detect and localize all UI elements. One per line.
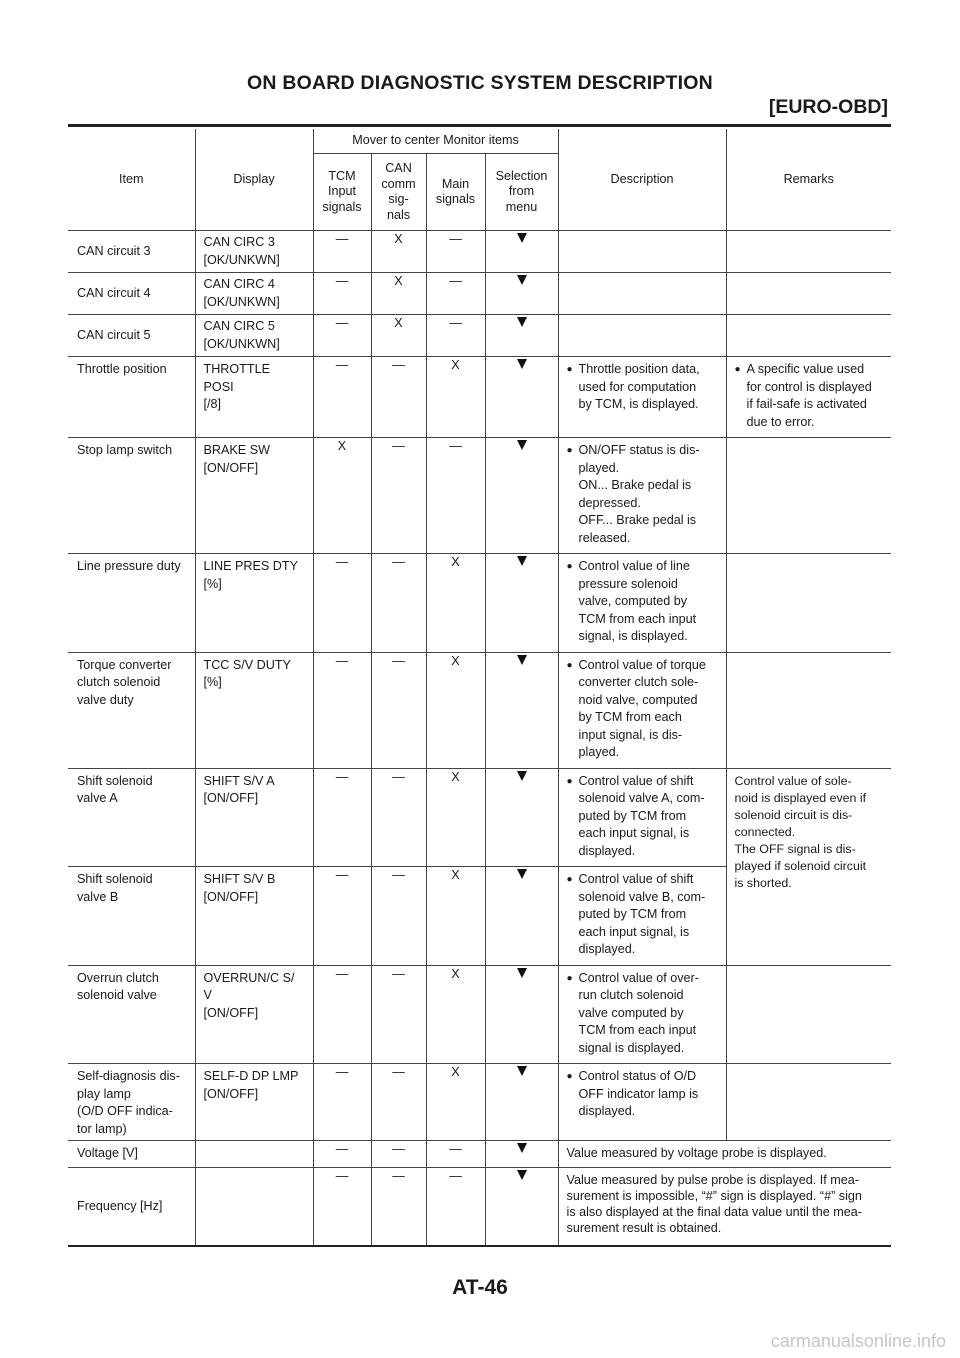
cell-display: SHIFT S/V A [ON/OFF] — [195, 768, 313, 867]
header-main-signals: Main signals — [426, 154, 485, 231]
cell-tcm: X — [313, 438, 371, 554]
cell-tcm: — — [313, 315, 371, 357]
monitor-items-table — [68, 129, 891, 1247]
cell-remarks — [726, 554, 891, 653]
cell-main: — — [426, 273, 485, 315]
cell-main: — — [426, 1168, 485, 1246]
cell-remarks — [726, 273, 891, 315]
cell-main: X — [426, 965, 485, 1064]
bullet-icon: ● — [566, 874, 573, 885]
cell-remarks — [726, 652, 891, 768]
down-triangle-icon — [517, 317, 527, 327]
cell-main: X — [426, 652, 485, 768]
cell-selection — [485, 438, 558, 554]
cell-selection — [485, 1141, 558, 1168]
cell-display: SHIFT S/V B [ON/OFF] — [195, 867, 313, 966]
down-triangle-icon — [517, 1170, 527, 1180]
cell-description: Value measured by voltage probe is displayed. — [558, 1141, 891, 1168]
table-row — [68, 357, 891, 438]
description-text: Control value of shift solenoid valve B, com- puted by TCM from each input signal, is displayed. — [578, 872, 706, 956]
cell-can: — — [371, 357, 426, 438]
cell-tcm: — — [313, 652, 371, 768]
down-triangle-icon — [517, 359, 527, 369]
cell-can: X — [371, 231, 426, 273]
bullet-icon: ● — [566, 972, 573, 984]
cell-main: X — [426, 867, 485, 966]
cell-remarks — [726, 231, 891, 273]
cell-selection — [485, 1168, 558, 1246]
cell-remarks — [726, 438, 891, 554]
cell-display: TCC S/V DUTY [%] — [195, 652, 313, 768]
cell-main: X — [426, 1064, 485, 1141]
cell-display: CAN CIRC 4 [OK/UNKWN] — [195, 273, 313, 315]
description-text: Control value of shift solenoid valve A, com- puted by TCM from each input signal, is displayed. — [578, 773, 705, 858]
cell-display: SELF-D DP LMP [ON/OFF] — [195, 1064, 313, 1141]
cell-description — [558, 652, 726, 768]
cell-tcm: — — [313, 768, 371, 867]
cell-can: — — [371, 768, 426, 867]
table-row — [68, 273, 891, 315]
table-row — [68, 1064, 891, 1141]
cell-selection — [485, 554, 558, 653]
cell-display: BRAKE SW [ON/OFF] — [195, 438, 313, 554]
cell-selection — [485, 768, 558, 867]
cell-item: Shift solenoid valve B — [68, 867, 195, 966]
cell-selection — [485, 315, 558, 357]
cell-remarks: Control value of sole- noid is displayed even if solenoid circuit is dis- connected. The OFF signal is dis- played if solenoid circuit is shorted. — [726, 768, 891, 965]
cell-item: CAN circuit 3 — [68, 231, 195, 273]
header-tcm-input: TCM Input signals — [313, 154, 371, 231]
cell-main: — — [426, 315, 485, 357]
cell-description: Value measured by pulse probe is displayed. If mea- surement is impossible, “#” sign is displayed. “#” sign is also displayed at the final data value until the mea- surement result is obtained. — [558, 1168, 891, 1246]
header-item: Item — [68, 129, 195, 231]
cell-item: Stop lamp switch — [68, 438, 195, 554]
cell-can: — — [371, 652, 426, 768]
cell-display: CAN CIRC 5 [OK/UNKWN] — [195, 315, 313, 357]
cell-can: — — [371, 1064, 426, 1141]
down-triangle-icon — [517, 233, 527, 243]
cell-tcm: — — [313, 1168, 371, 1246]
description-text: Control value of torque converter clutch sole- noid valve, computed by TCM from each input signal, is dis- played. — [578, 657, 706, 759]
cell-tcm: — — [313, 273, 371, 315]
table-row — [68, 652, 891, 768]
table-row — [68, 315, 891, 357]
cell-item: Line pressure duty — [68, 554, 195, 653]
cell-tcm: — — [313, 231, 371, 273]
cell-description — [558, 768, 726, 867]
cell-remarks — [726, 315, 891, 357]
cell-main: X — [426, 554, 485, 653]
watermark: carmanualsonline.info — [770, 1331, 946, 1351]
table-row — [68, 965, 891, 1064]
cell-remarks — [726, 1064, 891, 1141]
down-triangle-icon — [517, 655, 527, 665]
cell-tcm: — — [313, 965, 371, 1064]
description-text: Control value of line pressure solenoid valve, computed by TCM from each input signal, is displayed. — [578, 559, 697, 643]
table-row — [68, 768, 891, 867]
cell-can: — — [371, 965, 426, 1064]
table-row — [68, 231, 891, 273]
cell-display: OVERRUN/C S/ V [ON/OFF] — [195, 965, 313, 1064]
header-monitor-group: Mover to center Monitor items — [313, 129, 558, 154]
cell-description — [558, 867, 726, 966]
cell-item: CAN circuit 5 — [68, 315, 195, 357]
remarks-text: A specific value used for control is displayed if fail-safe is activated due to error. — [746, 362, 872, 429]
description-text: ON/OFF status is dis- played. ON... Brake pedal is depressed. OFF... Brake pedal is released. — [578, 443, 700, 545]
down-triangle-icon — [517, 869, 527, 879]
cell-main: X — [426, 768, 485, 867]
down-triangle-icon — [517, 556, 527, 566]
cell-tcm: — — [313, 1064, 371, 1141]
cell-item: Torque converter clutch solenoid valve duty — [68, 652, 195, 768]
cell-item: Frequency [Hz] — [68, 1168, 195, 1246]
cell-description — [558, 965, 726, 1064]
cell-display: CAN CIRC 3 [OK/UNKWN] — [195, 231, 313, 273]
cell-remarks — [726, 357, 891, 438]
cell-selection — [485, 273, 558, 315]
cell-description — [558, 273, 726, 315]
cell-selection — [485, 231, 558, 273]
cell-selection — [485, 1064, 558, 1141]
cell-can: X — [371, 273, 426, 315]
cell-selection — [485, 652, 558, 768]
cell-display — [195, 1141, 313, 1168]
cell-main: — — [426, 438, 485, 554]
cell-description — [558, 315, 726, 357]
cell-tcm: — — [313, 867, 371, 966]
table-row — [68, 1141, 891, 1168]
cell-item: Shift solenoid valve A — [68, 768, 195, 867]
cell-item: CAN circuit 4 — [68, 273, 195, 315]
header-remarks: Remarks — [726, 129, 891, 231]
cell-main: X — [426, 357, 485, 438]
table-row — [68, 554, 891, 653]
page-number: AT-46 — [452, 1276, 508, 1299]
table-row — [68, 438, 891, 554]
cell-display: THROTTLE POSI [/8] — [195, 357, 313, 438]
description-text: Throttle position data, used for computation by TCM, is displayed. — [578, 362, 700, 411]
cell-remarks — [726, 965, 891, 1064]
cell-can: — — [371, 867, 426, 966]
cell-description — [558, 438, 726, 554]
cell-can: X — [371, 315, 426, 357]
cell-can: — — [371, 554, 426, 653]
cell-selection — [485, 357, 558, 438]
cell-tcm: — — [313, 1141, 371, 1168]
cell-description — [558, 554, 726, 653]
table-row — [68, 1168, 891, 1246]
cell-selection — [485, 965, 558, 1064]
cell-can: — — [371, 1141, 426, 1168]
bullet-icon: ● — [566, 561, 573, 572]
cell-can: — — [371, 1168, 426, 1246]
description-text: Control value of over- run clutch solenoid valve computed by TCM from each input signal is displayed. — [578, 970, 699, 1055]
down-triangle-icon — [517, 968, 527, 978]
cell-can: — — [371, 438, 426, 554]
cell-tcm: — — [313, 554, 371, 653]
header-can-comm: CAN comm sig- nals — [371, 154, 426, 231]
cell-main: — — [426, 1141, 485, 1168]
cell-main: — — [426, 231, 485, 273]
bullet-icon: ● — [566, 1071, 573, 1082]
bullet-icon: ● — [734, 364, 741, 375]
down-triangle-icon — [517, 275, 527, 285]
cell-description — [558, 231, 726, 273]
cell-description — [558, 1064, 726, 1141]
cell-display: LINE PRES DTY [%] — [195, 554, 313, 653]
cell-description — [558, 357, 726, 438]
cell-selection — [485, 867, 558, 966]
cell-display — [195, 1168, 313, 1246]
cell-item: Overrun clutch solenoid valve — [68, 965, 195, 1064]
down-triangle-icon — [517, 1066, 527, 1076]
cell-item: Self-diagnosis dis- play lamp (O/D OFF indica- tor lamp) — [68, 1064, 195, 1141]
bullet-icon: ● — [566, 445, 573, 456]
cell-tcm: — — [313, 357, 371, 438]
page-title: ON BOARD DIAGNOSTIC SYSTEM DESCRIPTION — [247, 72, 713, 94]
section-subtitle: [EURO-OBD] — [768, 96, 888, 118]
header-display: Display — [195, 129, 313, 231]
bullet-icon: ● — [566, 659, 573, 671]
down-triangle-icon — [517, 771, 527, 781]
description-text: Control status of O/D OFF indicator lamp is displayed. — [578, 1069, 699, 1118]
cell-item: Voltage [V] — [68, 1141, 195, 1168]
header-divider — [68, 124, 891, 127]
down-triangle-icon — [517, 440, 527, 450]
down-triangle-icon — [517, 1143, 527, 1153]
header-description: Description — [558, 129, 726, 231]
bullet-icon: ● — [566, 364, 573, 375]
header-selection: Selection from menu — [485, 154, 558, 231]
cell-item: Throttle position — [68, 357, 195, 438]
bullet-icon: ● — [566, 775, 573, 787]
